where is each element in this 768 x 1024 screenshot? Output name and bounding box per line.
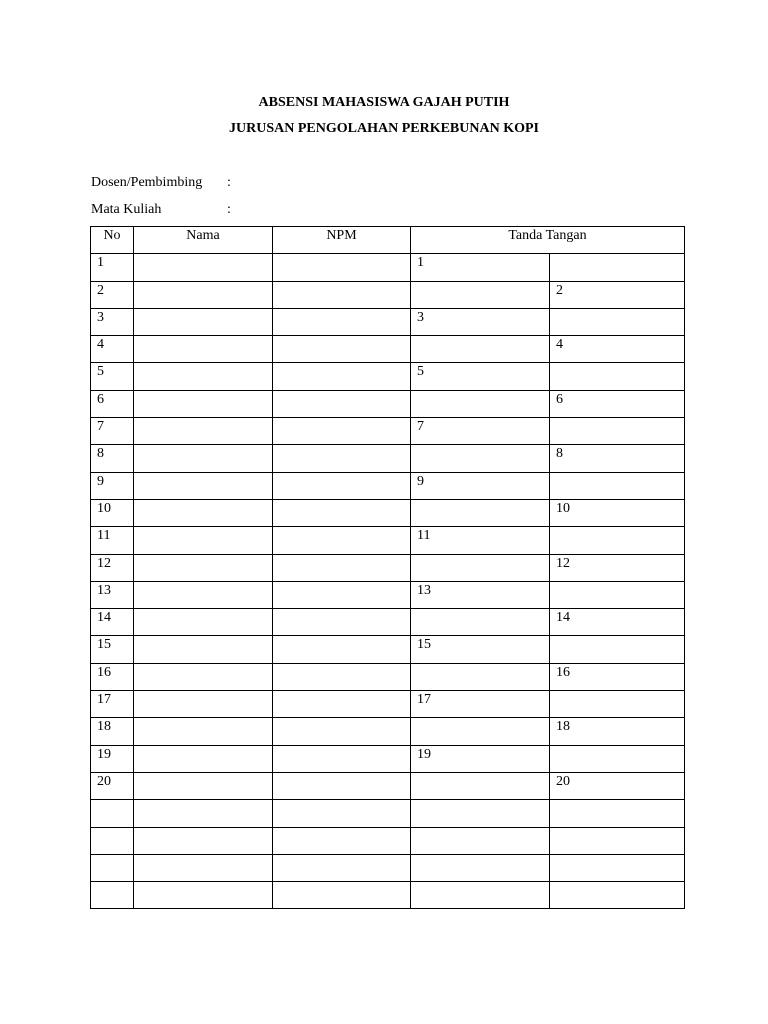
table-row: [91, 772, 685, 799]
row-number-cell: [91, 827, 134, 854]
signature-left-cell: [411, 445, 550, 472]
signature-left-cell: [411, 336, 550, 363]
name-cell[interactable]: [134, 827, 273, 854]
signature-left-cell: 1: [411, 254, 550, 281]
signature-right-cell: [550, 854, 685, 881]
signature-right-cell: [550, 827, 685, 854]
course-colon: :: [227, 202, 231, 217]
row-number-cell: [91, 882, 134, 909]
signature-left-cell: 7: [411, 418, 550, 445]
signature-left-cell: [411, 854, 550, 881]
signature-right-cell: 8: [550, 445, 685, 472]
name-cell[interactable]: [134, 281, 273, 308]
row-number-cell: 3: [91, 308, 134, 335]
row-number-cell: 4: [91, 336, 134, 363]
name-cell[interactable]: [134, 636, 273, 663]
signature-right-cell: 10: [550, 499, 685, 526]
signature-left-cell: [411, 499, 550, 526]
row-number-cell: 19: [91, 745, 134, 772]
row-number-cell: 11: [91, 527, 134, 554]
table-row: [91, 745, 685, 772]
table-row: [91, 663, 685, 690]
name-cell[interactable]: [134, 445, 273, 472]
name-cell[interactable]: [134, 772, 273, 799]
name-cell[interactable]: [134, 254, 273, 281]
table-row: [91, 527, 685, 554]
name-cell[interactable]: [134, 691, 273, 718]
signature-left-cell: [411, 827, 550, 854]
row-number-cell: 7: [91, 418, 134, 445]
name-cell[interactable]: [134, 390, 273, 417]
row-number-cell: 13: [91, 581, 134, 608]
signature-right-cell: 6: [550, 390, 685, 417]
name-cell[interactable]: [134, 745, 273, 772]
npm-cell[interactable]: [273, 609, 411, 636]
name-cell[interactable]: [134, 472, 273, 499]
npm-cell[interactable]: [273, 254, 411, 281]
npm-cell[interactable]: [273, 854, 411, 881]
npm-cell[interactable]: [273, 663, 411, 690]
document-subtitle: JURUSAN PENGOLAHAN PERKEBUNAN KOPI: [229, 121, 539, 136]
lecturer-label: Dosen/Pembimbing: [91, 175, 203, 190]
signature-left-cell: 17: [411, 691, 550, 718]
row-number-cell: 10: [91, 499, 134, 526]
column-header-signature: Tanda Tangan: [411, 227, 685, 254]
name-cell[interactable]: [134, 854, 273, 881]
document-title: ABSENSI MAHASISWA GAJAH PUTIH: [258, 95, 510, 110]
npm-cell[interactable]: [273, 527, 411, 554]
table-row: [91, 609, 685, 636]
npm-cell[interactable]: [273, 581, 411, 608]
table-row: [91, 636, 685, 663]
name-cell[interactable]: [134, 527, 273, 554]
name-cell[interactable]: [134, 800, 273, 827]
signature-left-cell: 11: [411, 527, 550, 554]
signature-right-cell: [550, 882, 685, 909]
table-row: [91, 800, 685, 827]
name-cell[interactable]: [134, 308, 273, 335]
signature-right-cell: 12: [550, 554, 685, 581]
row-number-cell: 6: [91, 390, 134, 417]
npm-cell[interactable]: [273, 418, 411, 445]
signature-left-cell: [411, 281, 550, 308]
npm-cell[interactable]: [273, 636, 411, 663]
signature-right-cell: [550, 691, 685, 718]
signature-left-cell: 19: [411, 745, 550, 772]
table-row: [91, 581, 685, 608]
signature-left-cell: 5: [411, 363, 550, 390]
table-row: [91, 827, 685, 854]
lecturer-colon: :: [227, 175, 231, 190]
table-row: [91, 254, 685, 281]
npm-cell[interactable]: [273, 363, 411, 390]
table-row: [91, 363, 685, 390]
signature-right-cell: [550, 581, 685, 608]
table-row: [91, 554, 685, 581]
row-number-cell: 8: [91, 445, 134, 472]
signature-right-cell: [550, 636, 685, 663]
table-row: [91, 882, 685, 909]
npm-cell[interactable]: [273, 336, 411, 363]
course-label: Mata Kuliah: [91, 202, 162, 217]
row-number-cell: 18: [91, 718, 134, 745]
table-row: [91, 499, 685, 526]
signature-right-cell: [550, 527, 685, 554]
row-number-cell: 2: [91, 281, 134, 308]
row-number-cell: [91, 854, 134, 881]
row-number-cell: 20: [91, 772, 134, 799]
table-row: [91, 336, 685, 363]
signature-right-cell: [550, 800, 685, 827]
signature-left-cell: 15: [411, 636, 550, 663]
npm-cell[interactable]: [273, 691, 411, 718]
table-row: [91, 390, 685, 417]
npm-cell[interactable]: [273, 308, 411, 335]
name-cell[interactable]: [134, 609, 273, 636]
name-cell[interactable]: [134, 554, 273, 581]
signature-right-cell: 14: [550, 609, 685, 636]
signature-right-cell: [550, 254, 685, 281]
table-row: [91, 472, 685, 499]
signature-left-cell: 13: [411, 581, 550, 608]
signature-left-cell: [411, 663, 550, 690]
name-cell[interactable]: [134, 418, 273, 445]
table-header-row: [91, 227, 685, 254]
column-header-npm: NPM: [273, 227, 411, 254]
signature-left-cell: [411, 609, 550, 636]
column-header-no: No: [91, 227, 134, 254]
row-number-cell: 12: [91, 554, 134, 581]
table-row: [91, 445, 685, 472]
signature-left-cell: [411, 390, 550, 417]
npm-cell[interactable]: [273, 281, 411, 308]
signature-right-cell: 4: [550, 336, 685, 363]
row-number-cell: 1: [91, 254, 134, 281]
signature-left-cell: 3: [411, 308, 550, 335]
signature-right-cell: [550, 472, 685, 499]
name-cell[interactable]: [134, 882, 273, 909]
npm-cell[interactable]: [273, 827, 411, 854]
table-row: [91, 718, 685, 745]
name-cell[interactable]: [134, 499, 273, 526]
npm-cell[interactable]: [273, 718, 411, 745]
table-row: [91, 281, 685, 308]
signature-left-cell: 9: [411, 472, 550, 499]
attendance-table: [90, 226, 685, 909]
name-cell[interactable]: [134, 581, 273, 608]
column-header-name: Nama: [134, 227, 273, 254]
signature-left-cell: [411, 718, 550, 745]
signature-right-cell: 20: [550, 772, 685, 799]
npm-cell[interactable]: [273, 745, 411, 772]
signature-right-cell: [550, 308, 685, 335]
signature-right-cell: [550, 418, 685, 445]
name-cell[interactable]: [134, 336, 273, 363]
row-number-cell: 9: [91, 472, 134, 499]
row-number-cell: 17: [91, 691, 134, 718]
signature-right-cell: 2: [550, 281, 685, 308]
npm-cell[interactable]: [273, 772, 411, 799]
signature-right-cell: 18: [550, 718, 685, 745]
signature-left-cell: [411, 882, 550, 909]
npm-cell[interactable]: [273, 390, 411, 417]
table-row: [91, 854, 685, 881]
name-cell[interactable]: [134, 663, 273, 690]
row-number-cell: 14: [91, 609, 134, 636]
npm-cell[interactable]: [273, 800, 411, 827]
table-row: [91, 308, 685, 335]
npm-cell[interactable]: [273, 554, 411, 581]
row-number-cell: 5: [91, 363, 134, 390]
signature-left-cell: [411, 772, 550, 799]
npm-cell[interactable]: [273, 882, 411, 909]
npm-cell[interactable]: [273, 472, 411, 499]
signature-right-cell: [550, 363, 685, 390]
signature-right-cell: [550, 745, 685, 772]
npm-cell[interactable]: [273, 499, 411, 526]
signature-left-cell: [411, 800, 550, 827]
row-number-cell: 16: [91, 663, 134, 690]
table-row: [91, 691, 685, 718]
signature-right-cell: 16: [550, 663, 685, 690]
npm-cell[interactable]: [273, 445, 411, 472]
row-number-cell: [91, 800, 134, 827]
name-cell[interactable]: [134, 363, 273, 390]
name-cell[interactable]: [134, 718, 273, 745]
row-number-cell: 15: [91, 636, 134, 663]
signature-left-cell: [411, 554, 550, 581]
table-row: [91, 418, 685, 445]
